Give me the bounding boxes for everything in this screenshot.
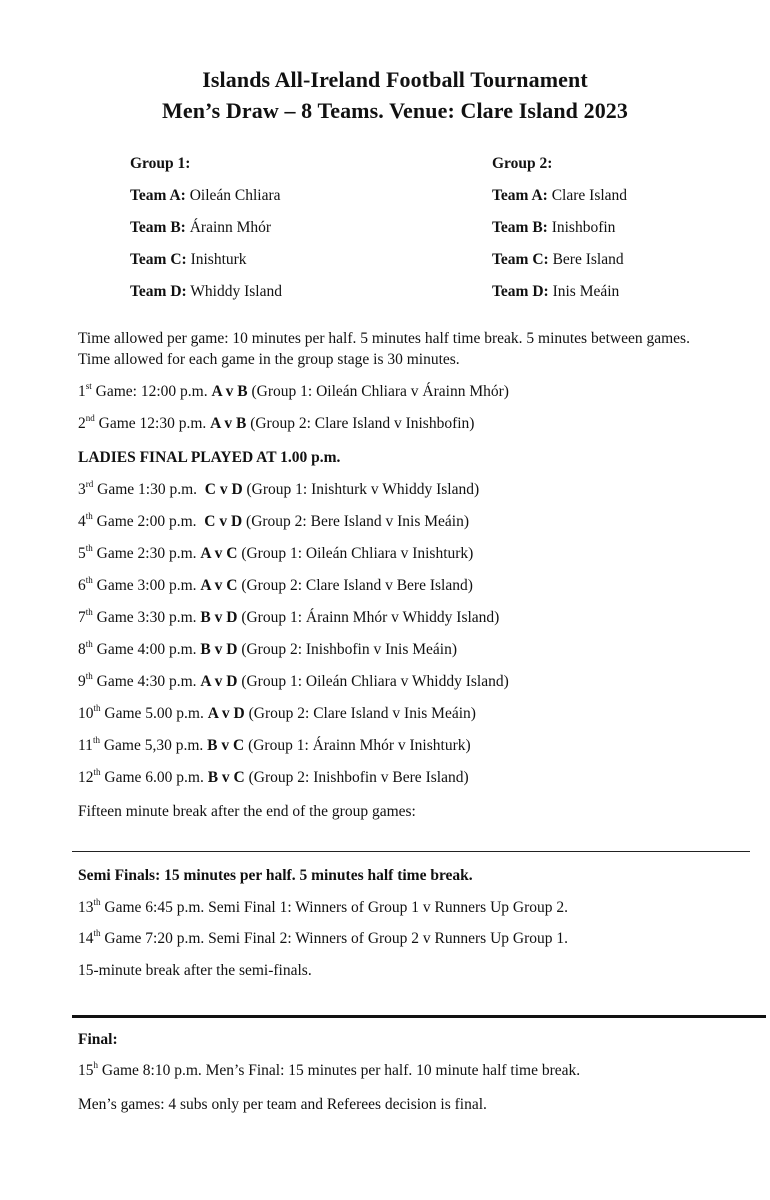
game-detail: (Group 1: Árainn Mhór v Inishturk) bbox=[244, 737, 471, 754]
team-name: Árainn Mhór bbox=[189, 219, 272, 236]
team-label: Team B: bbox=[130, 219, 186, 236]
game-ordinal: th bbox=[85, 670, 93, 681]
game-number: 4 bbox=[78, 513, 86, 530]
game-number: 9 bbox=[78, 673, 86, 690]
group-1-team-a bbox=[130, 180, 282, 212]
group-2-list bbox=[492, 148, 627, 308]
game-time: Game 2:00 p.m. bbox=[92, 513, 205, 530]
game-number: 2 bbox=[78, 415, 86, 432]
game-time: Game 2:30 p.m. bbox=[92, 545, 201, 562]
final-heading: Final: bbox=[78, 1031, 118, 1048]
game-match: A v D bbox=[207, 705, 245, 722]
game-number: 11 bbox=[78, 737, 93, 754]
group-1-team-d bbox=[130, 276, 282, 308]
game-ordinal: th bbox=[93, 896, 101, 907]
game-row bbox=[78, 606, 500, 627]
group-2-heading: Group 2: bbox=[492, 155, 553, 172]
semi-final-row bbox=[78, 927, 569, 948]
game-row bbox=[78, 670, 509, 691]
game-row bbox=[78, 734, 471, 755]
final-note: Men’s games: 4 subs only per team and Referees decision is final. bbox=[78, 1096, 487, 1113]
team-name: Inishbofin bbox=[551, 219, 616, 236]
team-name: Clare Island bbox=[551, 187, 628, 204]
group-1-heading: Group 1: bbox=[130, 155, 191, 172]
game-ordinal: th bbox=[93, 927, 101, 938]
team-label: Team D: bbox=[130, 283, 187, 300]
game-match: B v C bbox=[207, 737, 245, 754]
game-detail: (Group 1: Oileán Chliara v Whiddy Island) bbox=[237, 673, 509, 690]
group-2-team-c bbox=[492, 244, 627, 276]
game-number: 8 bbox=[78, 641, 86, 658]
game-match: A v B bbox=[210, 415, 247, 432]
section-divider-thick bbox=[72, 1015, 766, 1018]
rules-line-2: Time allowed for each game in the group stage is 30 minutes. bbox=[78, 351, 460, 368]
game-row bbox=[78, 412, 475, 433]
game-ordinal: th bbox=[85, 638, 93, 649]
group-2-team-a bbox=[492, 180, 627, 212]
game-time: Game 4:00 p.m. bbox=[92, 641, 201, 658]
game-match: C v D bbox=[204, 481, 243, 498]
game-ordinal: th bbox=[85, 574, 93, 585]
game-detail: (Group 2: Clare Island v Inishbofin) bbox=[246, 415, 475, 432]
game-number: 10 bbox=[78, 705, 94, 722]
game-time: Game 3:00 p.m. bbox=[92, 577, 201, 594]
group-1-team-b bbox=[130, 212, 282, 244]
game-ordinal: th bbox=[93, 702, 101, 713]
final-row bbox=[78, 1059, 581, 1080]
game-match: A v B bbox=[211, 383, 248, 400]
game-time: Game 5.00 p.m. bbox=[100, 705, 208, 722]
game-match: A v C bbox=[200, 545, 238, 562]
game-row bbox=[78, 380, 509, 401]
rules-line-1: Time allowed per game: 10 minutes per half. 5 minutes half time break. 5 minutes between games. bbox=[78, 330, 690, 347]
game-ordinal: th bbox=[85, 510, 93, 521]
game-detail: (Group 2: Inishbofin v Inis Meáin) bbox=[237, 641, 457, 658]
semi-finals-heading: Semi Finals: 15 minutes per half. 5 minutes half time break. bbox=[78, 867, 473, 884]
team-label: Team D: bbox=[492, 283, 549, 300]
ladies-final-note: LADIES FINAL PLAYED AT 1.00 p.m. bbox=[78, 449, 341, 466]
game-row bbox=[78, 478, 480, 499]
team-name: Bere Island bbox=[552, 251, 624, 268]
game-ordinal: th bbox=[93, 766, 101, 777]
game-match: A v C bbox=[200, 577, 238, 594]
title-line-2: Men’s Draw – 8 Teams. Venue: Clare Island 2023 bbox=[161, 98, 629, 123]
game-number: 5 bbox=[78, 545, 86, 562]
game-number: 7 bbox=[78, 609, 86, 626]
game-time: Game 6.00 p.m. bbox=[100, 769, 208, 786]
game-time: Game 12:30 p.m. bbox=[94, 415, 211, 432]
game-number: 13 bbox=[78, 899, 94, 916]
game-ordinal: st bbox=[85, 380, 92, 391]
game-number: 15 bbox=[78, 1062, 94, 1079]
game-ordinal: th bbox=[85, 606, 93, 617]
game-detail: Game 8:10 p.m. Men’s Final: 15 minutes per half. 10 minute half time break. bbox=[98, 1062, 581, 1079]
game-row bbox=[78, 510, 470, 531]
game-row bbox=[78, 574, 473, 595]
team-label: Team C: bbox=[130, 251, 187, 268]
team-label: Team A: bbox=[492, 187, 548, 204]
group-1-list bbox=[130, 148, 282, 308]
game-match: A v D bbox=[200, 673, 238, 690]
semi-final-row bbox=[78, 896, 569, 917]
game-time: Game 5,30 p.m. bbox=[99, 737, 208, 754]
game-number: 14 bbox=[78, 930, 94, 947]
semi-break-note: 15-minute break after the semi-finals. bbox=[78, 962, 312, 979]
game-row bbox=[78, 766, 469, 787]
game-detail: (Group 2: Clare Island v Inis Meáin) bbox=[244, 705, 476, 722]
game-row bbox=[78, 638, 457, 659]
game-ordinal: th bbox=[85, 542, 93, 553]
group-2-team-b bbox=[492, 212, 627, 244]
game-detail: (Group 1: Árainn Mhór v Whiddy Island) bbox=[237, 609, 500, 626]
game-detail: (Group 1: Oileán Chliara v Inishturk) bbox=[237, 545, 474, 562]
team-name: Whiddy Island bbox=[190, 283, 282, 300]
team-name: Oileán Chliara bbox=[189, 187, 281, 204]
team-name: Inishturk bbox=[190, 251, 247, 268]
title-line-1: Islands All-Ireland Football Tournament bbox=[202, 67, 588, 92]
game-detail: (Group 2: Clare Island v Bere Island) bbox=[237, 577, 473, 594]
team-label: Team B: bbox=[492, 219, 548, 236]
group-1-team-c bbox=[130, 244, 282, 276]
game-match: B v C bbox=[207, 769, 245, 786]
game-match: C v D bbox=[204, 513, 243, 530]
game-ordinal: th bbox=[92, 734, 100, 745]
game-number: 12 bbox=[78, 769, 94, 786]
team-label: Team A: bbox=[130, 187, 186, 204]
game-detail: Game 7:20 p.m. Semi Final 2: Winners of Group 2 v Runners Up Group 1. bbox=[100, 930, 569, 947]
team-label: Team C: bbox=[492, 251, 549, 268]
game-time: Game 1:30 p.m. bbox=[93, 481, 205, 498]
game-detail: (Group 2: Inishbofin v Bere Island) bbox=[244, 769, 469, 786]
game-time: Game 4:30 p.m. bbox=[92, 673, 201, 690]
game-ordinal: rd bbox=[85, 478, 94, 489]
game-detail: (Group 1: Oileán Chliara v Árainn Mhór) bbox=[247, 383, 509, 400]
game-ordinal: h bbox=[93, 1059, 98, 1070]
group-break-note: Fifteen minute break after the end of the group games: bbox=[78, 803, 416, 820]
game-number: 6 bbox=[78, 577, 86, 594]
game-match: B v D bbox=[200, 641, 238, 658]
game-detail: (Group 2: Bere Island v Inis Meáin) bbox=[242, 513, 470, 530]
game-row bbox=[78, 702, 476, 723]
game-row bbox=[78, 542, 474, 563]
game-number: 3 bbox=[78, 481, 86, 498]
game-time: Game: 12:00 p.m. bbox=[91, 383, 212, 400]
group-2-team-d bbox=[492, 276, 627, 308]
game-number: 1 bbox=[78, 383, 86, 400]
game-detail: (Group 1: Inishturk v Whiddy Island) bbox=[242, 481, 480, 498]
section-divider bbox=[72, 851, 750, 852]
game-match: B v D bbox=[200, 609, 238, 626]
game-ordinal: nd bbox=[85, 412, 95, 423]
game-time: Game 3:30 p.m. bbox=[92, 609, 201, 626]
team-name: Inis Meáin bbox=[552, 283, 620, 300]
game-detail: Game 6:45 p.m. Semi Final 1: Winners of Group 1 v Runners Up Group 2. bbox=[100, 899, 569, 916]
